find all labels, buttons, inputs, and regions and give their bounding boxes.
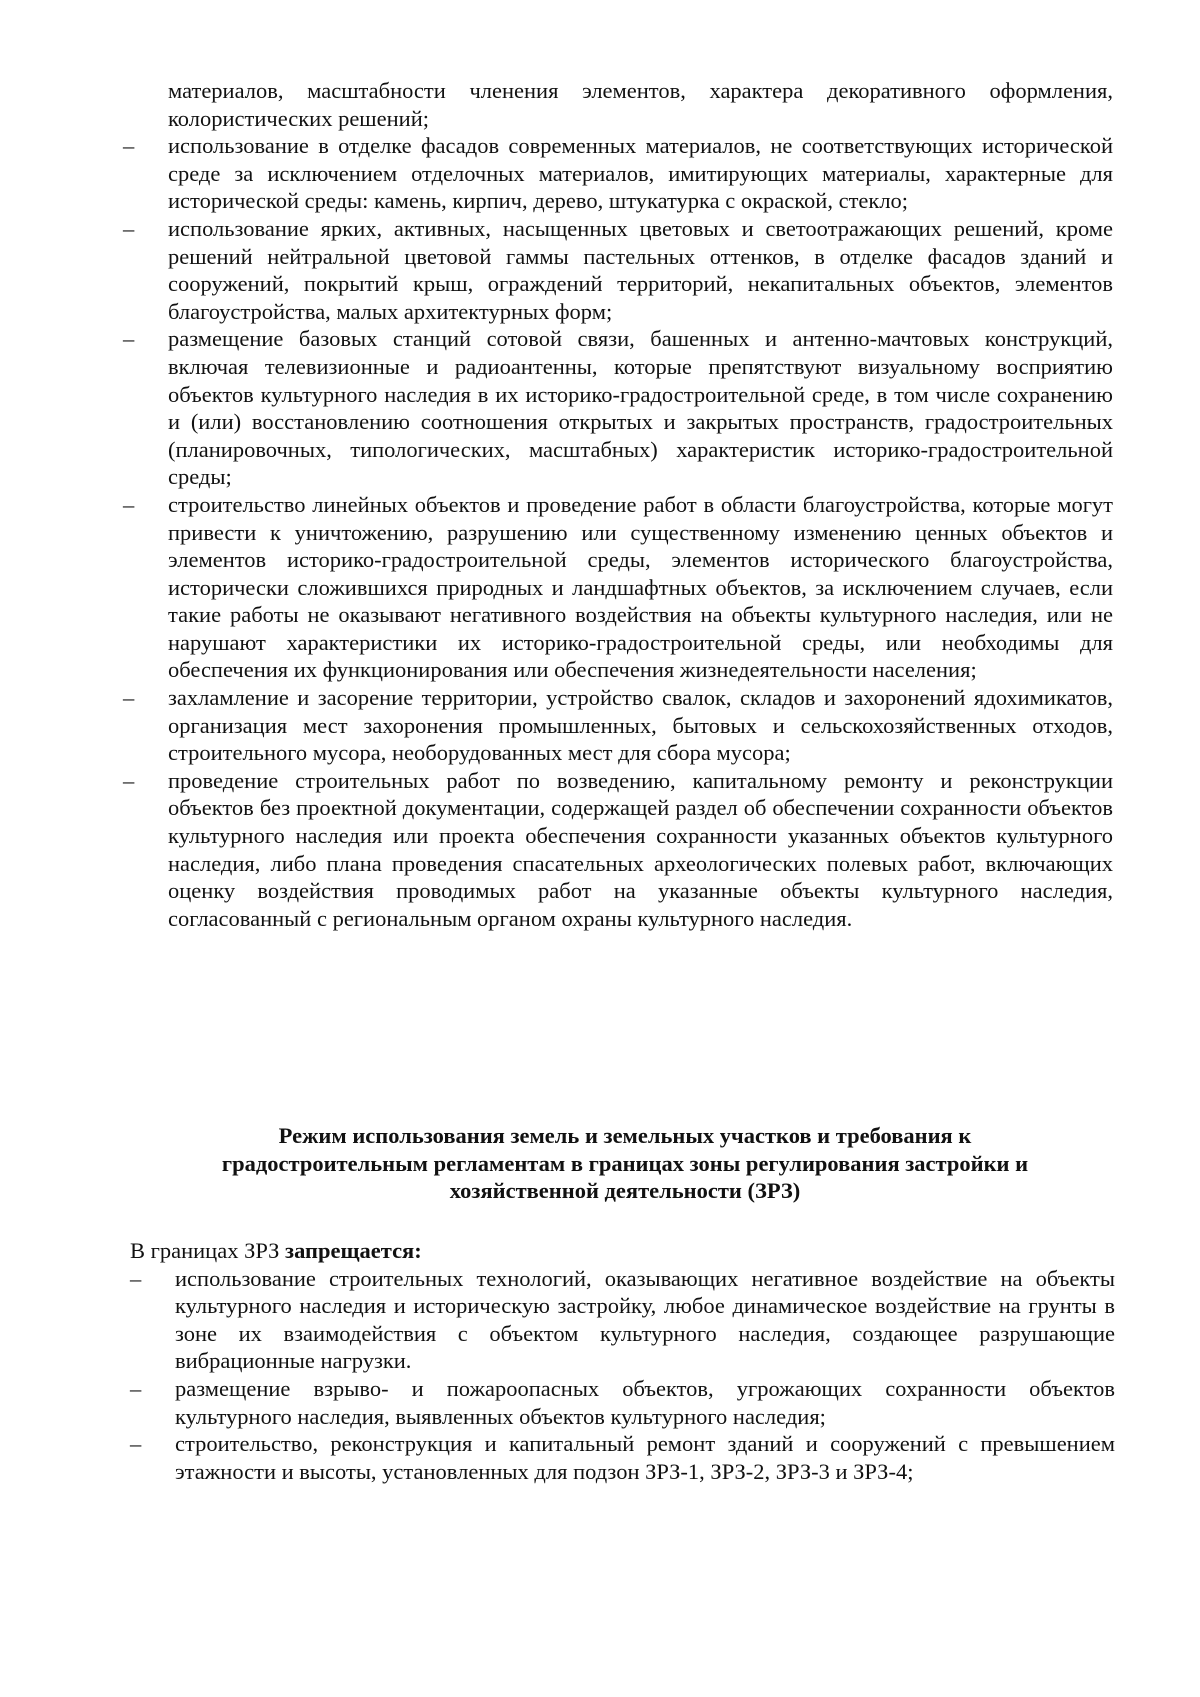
list-item-text: строительство, реконструкция и капитальный ремонт зданий и сооружений с превышением этажности и высоты, установленных для подзон ЗРЗ-1, ЗРЗ-2, ЗРЗ-3 и ЗРЗ-4; [175,1431,1115,1484]
dash-bullet: – [123,685,135,711]
dash-bullet: – [130,1265,142,1291]
dash-bullet: – [123,133,135,159]
list-item-text: использование в отделке фасадов современных материалов, не соответствующих исторической среде за исключением отделочных материалов, имитирующих материалы, характерные для исторической среды: камень, кирпич, дерево, штукатурка с окраской, стекло; [168,133,1113,214]
prohibitions-list-2 [130,1265,1115,1486]
list-item [123,215,1113,325]
list-item [130,1430,1115,1485]
dash-bullet: – [123,491,135,517]
intro-bold: запрещается: [285,1238,422,1263]
list-item-text: размещение взрыво- и пожароопасных объектов, угрожающих сохранности объектов культурного наследия, выявленных объектов культурного наследия; [175,1375,1115,1429]
list-item [123,684,1113,767]
continuation-paragraph: материалов, масштабности членения элементов, характера декоративного оформления, колористических решений; [168,78,1113,131]
list-item-text: строительство линейных объектов и проведение работ в области благоустройства, которые могут привести к уничтожению, разрушению или существенному изменению ценных объектов и элементов историко-градостроительной среды, элементов исторического благоустройства, исторически сложившихся природных и ландшафтных объектов, за исключением случаев, если такие работы не оказывают негативного воздействия на объекты культурного наследия, или не нарушают характеристики их историко-градостроительной среды, или необходимы для обеспечения их функционирования или обеспечения жизнедеятельности населения; [168,491,1113,683]
list-item [123,132,1113,215]
section-heading [130,1122,1120,1205]
zrz-section [130,1237,1115,1485]
list-item [130,1265,1115,1375]
heading-line-3: хозяйственной деятельности (ЗРЗ) [449,1178,801,1204]
heading-line-2: градостроительным регламентам в границах зоны регулирования застройки и [221,1150,1029,1176]
heading-line-1: Режим использования земель и земельных участков и требования к [278,1123,972,1148]
prohibitions-list-1 [123,132,1113,932]
list-item [123,491,1113,684]
list-item-text: использование строительных технологий, оказывающих негативное воздействие на объекты культурного наследия и историческую застройку, любое динамическое воздействие на грунты в зоне их взаимодействия с объектом культурного наследия, создающее разрушающие вибрационные нагрузки. [175,1265,1115,1374]
list-item [123,325,1113,491]
dash-bullet: – [130,1431,142,1457]
requirements-continuation [123,77,1113,932]
list-item [123,767,1113,933]
list-item-text: размещение базовых станций сотовой связи, башенных и антенно-мачтовых конструкций, включая телевизионные и радиоантенны, которые препятствуют визуальному восприятию объектов культурного наследия в их историко-градостроительной среде, в том числе сохранению и (или) восстановлению соотношения открытых и закрытых пространств, градостроительных (планировочных, типологических, масштабных) характеристик историко-градостроительной среды; [168,326,1113,490]
dash-bullet: – [123,215,135,241]
dash-bullet: – [130,1375,142,1401]
dash-bullet: – [123,767,135,793]
list-item-text: проведение строительных работ по возведению, капитальному ремонту и реконструкции объектов без проектной документации, содержащей раздел об обеспечении сохранности объектов культурного наследия или проекта обеспечения сохранности указанных объектов культурного наследия, либо плана проведения спасательных археологических полевых работ, включающих оценку воздействия проводимых работ на указанные объекты культурного наследия, согласованный с региональным органом охраны культурного наследия. [168,767,1113,931]
intro-prefix: В границах ЗРЗ [130,1238,286,1263]
list-item-text: захламление и засорение территории, устройство свалок, складов и захоронений ядохимикатов, организация мест захоронения промышленных, бытовых и сельскохозяйственных отходов, строительного мусора, необорудованных мест для сбора мусора; [168,685,1113,766]
list-item [130,1375,1115,1430]
dash-bullet: – [123,326,135,352]
list-item-text: использование ярких, активных, насыщенных цветовых и светоотражающих решений, кроме решений нейтральной цветовой гаммы пастельных оттенков, в отделке фасадов зданий и сооружений, покрытий крыш, ограждений территорий, некапитальных объектов, элементов благоустройства, малых архитектурных форм; [168,215,1113,324]
zrz-intro [130,1237,1115,1265]
